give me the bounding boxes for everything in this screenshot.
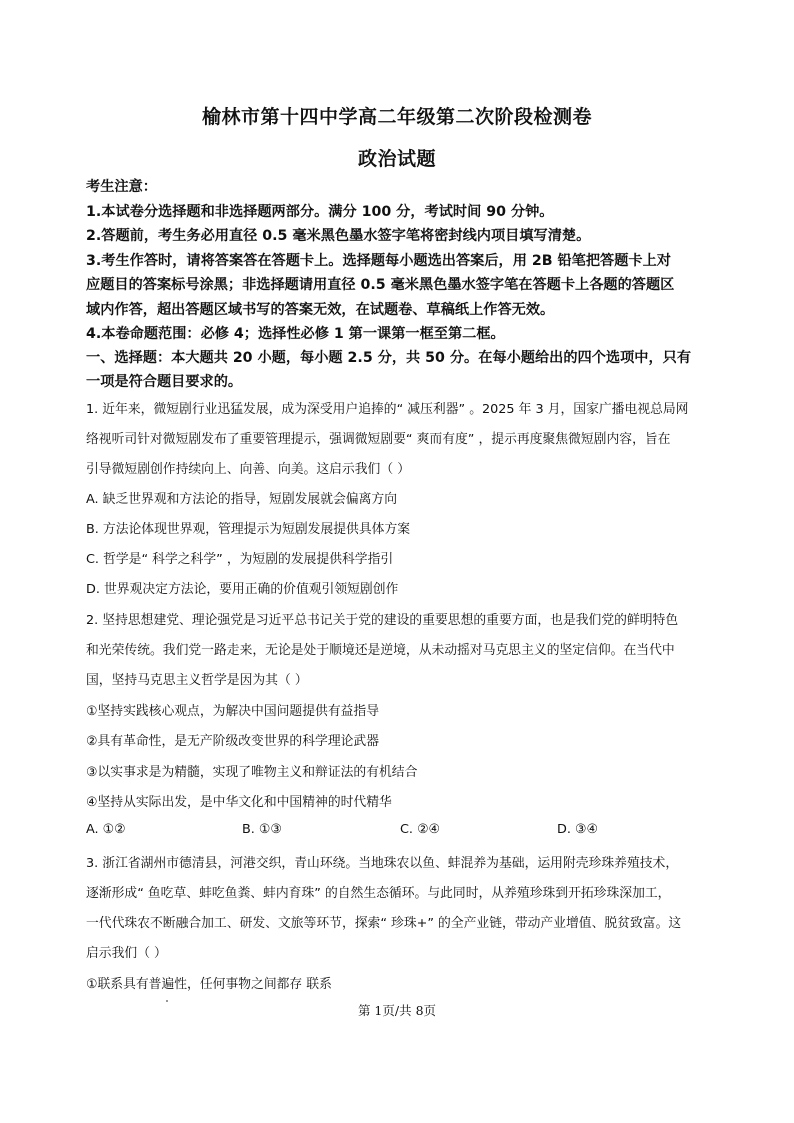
q2-option-c: C. ②④ bbox=[400, 822, 441, 837]
q1-stem-line: 引导微短剧创作持续向上、向善、向美。这启示我们（ ） bbox=[86, 462, 410, 477]
q1-stem-line: 络视听司针对微短剧发布了重要管理提示，强调微短剧要“ 爽而有度” ，提示再度聚焦微短剧内容，旨在 bbox=[86, 432, 671, 447]
notice-line: 1.本试卷分选择题和非选择题两部分。满分 100 分，考试时间 90 分钟。 bbox=[86, 204, 554, 220]
exam-title: 榆林市第十四中学高二年级第二次阶段检测卷 bbox=[201, 106, 592, 128]
q2-stem-line: 2. 坚持思想建党、理论强党是习近平总书记关于党的建设的重要思想的重要方面，也是我们党的鲜明特色 bbox=[86, 613, 679, 628]
q3-stem-line: 一代代珠农不断融合加工、研发、文旅等环节，探索“ 珍珠+” 的全产业链，带动产业增值、脱贫致富。这 bbox=[86, 916, 682, 931]
q2-option-a: A. ①② bbox=[86, 822, 126, 837]
notice-heading: 考生注意： bbox=[86, 179, 157, 195]
notice-line: 域内作答，超出答题区域书写的答案无效，在试题卷、草稿纸上作答无效。 bbox=[86, 302, 555, 318]
q2-stem-line: 国，坚持马克思主义哲学是因为其（ ） bbox=[86, 673, 308, 688]
notice-line: 应题目的答案标号涂黑；非选择题请用直径 0.5 毫米黑色墨水签字笔在答题卡上各题的答题区 bbox=[86, 277, 675, 293]
q2-item: ④坚持从实际出发，是中华文化和中国精神的时代精华 bbox=[86, 795, 392, 810]
q3-item: ①联系具有普遍性，任何事物之间都存 联系 bbox=[86, 977, 332, 992]
q3-stem-line: 逐渐形成“ 鱼吃草、蚌吃鱼粪、蚌内育珠” 的自然生态循环。与此同时，从养殖珍珠到开拓珍珠深加工， bbox=[86, 886, 671, 901]
q2-item: ①坚持实践核心观点，为解决中国问题提供有益指导 bbox=[86, 704, 380, 719]
section-heading: 一项是符合题目要求的。 bbox=[86, 374, 243, 390]
q2-item: ③以实事求是为精髓，实现了唯物主义和辩证法的有机结合 bbox=[86, 765, 418, 780]
section-heading: 一、选择题：本大题共 20 小题，每小题 2.5 分，共 50 分。在每小题给出的四个选项中，只有 bbox=[86, 350, 692, 366]
q3-stem-line: 3. 浙江省湖州市德清县，河港交织，青山环绕。当地珠农以鱼、蚌混养为基础，运用附壳珍珠养殖技术， bbox=[86, 856, 679, 871]
q1-option-d: D. 世界观决定方法论，要用正确的价值观引领短剧创作 bbox=[86, 582, 399, 597]
q3-stem-line: 启示我们（ ） bbox=[86, 946, 167, 961]
q2-option-d: D. ③④ bbox=[557, 822, 598, 837]
q2-option-b: B. ①③ bbox=[242, 822, 282, 837]
q1-option-c: C. 哲学是“ 科学之科学” ，为短剧的发展提供科学指引 bbox=[86, 552, 394, 567]
notice-line: 4.本卷命题范围：必修 4；选择性必修 1 第一课第一框至第二框。 bbox=[86, 326, 505, 342]
q2-stem-line: 和光荣传统。我们党一路走来，无论是处于顺境还是逆境，从未动摇对马克思主义的坚定信仰。在当代中 bbox=[86, 643, 675, 658]
q1-option-a: A. 缺乏世界观和方法论的指导，短剧发展就会偏离方向 bbox=[86, 492, 397, 507]
notice-line: 2.答题前，考生务必用直径 0.5 毫米黑色墨水签字笔将密封线内项目填写清楚。 bbox=[86, 228, 591, 244]
q1-stem-line: 1. 近年来，微短剧行业迅猛发展，成为深受用户追捧的“ 减压利器” 。2025 年 3 月，国家广播电视总局网 bbox=[86, 402, 689, 417]
page-number: 第 1页/共 8页 bbox=[357, 1003, 437, 1018]
exam-subject: 政治试题 bbox=[357, 148, 436, 170]
notice-line: 3.考生作答时，请将答案答在答题卡上。选择题每小题选出答案后，用 2B 铅笔把答题卡上对 bbox=[86, 253, 671, 269]
q1-option-b: B. 方法论体现世界观，管理提示为短剧发展提供具体方案 bbox=[86, 522, 411, 537]
q2-item: ②具有革命性，是无产阶级改变世界的科学理论武器 bbox=[86, 734, 380, 749]
